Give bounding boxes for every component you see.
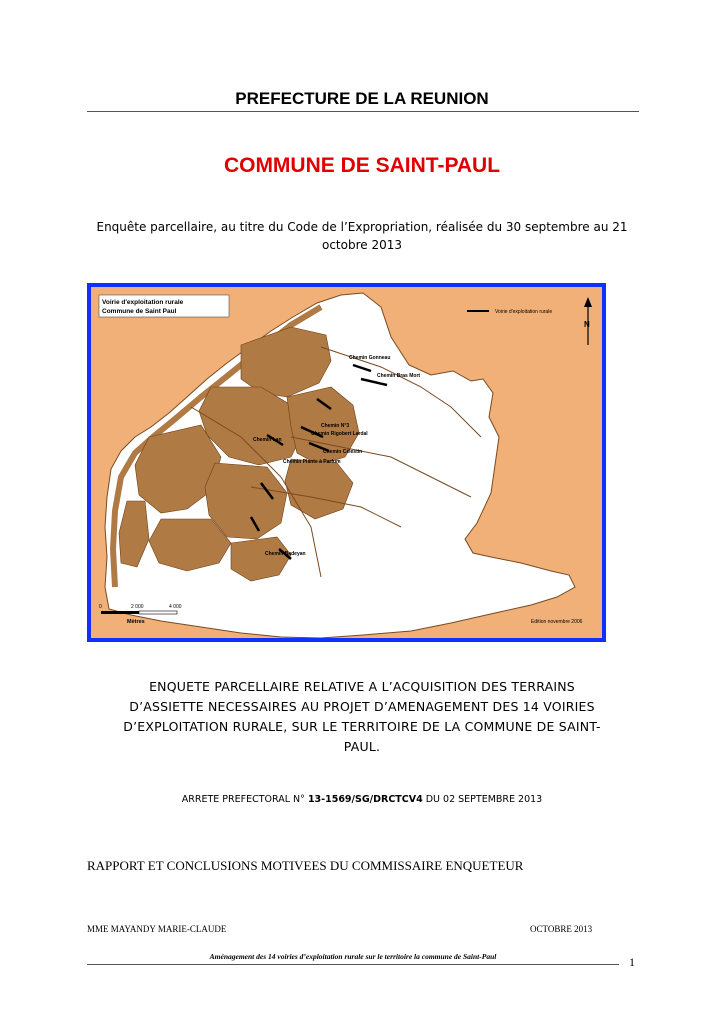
main-title-line-1: ENQUETE PARCELLAIRE RELATIVE A L’ACQUISITION DES TERRAINS xyxy=(149,679,575,694)
scale-tick-2: 4 000 xyxy=(169,604,182,610)
main-title-line-2: D’ASSIETTE NECESSAIRES AU PROJET D’AMENAGEMENT DES 14 VOIRIES xyxy=(129,699,595,714)
enquete-main-title xyxy=(108,677,616,757)
map-title-line-1: Voirie d'exploitation rurale xyxy=(102,299,184,306)
scale-tick-1: 2 000 xyxy=(131,604,144,610)
north-label: N xyxy=(584,320,590,329)
arrete-line xyxy=(0,794,724,805)
road-label-celestin: Chemin Célestin xyxy=(323,449,363,455)
road-label-lan: Chemin Lan xyxy=(253,437,282,443)
arrete-prefix: ARRETE PREFECTORAL N° xyxy=(181,794,308,805)
main-title-line-4: PAUL. xyxy=(343,739,381,754)
enquete-subtitle xyxy=(90,218,634,254)
footer-rule xyxy=(87,964,619,965)
map-figure xyxy=(87,283,606,642)
main-title-line-3: D’EXPLOITATION RURALE, SUR LE TERRITOIRE DE LA COMMUNE DE SAINT- xyxy=(123,719,601,734)
prefecture-heading: PREFECTURE DE LA REUNION xyxy=(235,89,489,108)
road-label-gonneau: Chemin Gonneau xyxy=(349,355,391,361)
road-label-rigobert: Chemin Rigobert Lardal xyxy=(311,431,368,437)
map-title-line-2: Commune de Saint Paul xyxy=(102,308,177,315)
rapport-heading: RAPPORT ET CONCLUSIONS MOTIVEES DU COMMISSAIRE ENQUETEUR xyxy=(87,858,524,873)
map-svg xyxy=(91,287,602,638)
enquete-line-1: Enquête parcellaire, au titre du Code de l’Expropriation, réalisée du 30 septembre au 21 xyxy=(96,220,628,234)
arrete-number: 13-1569/SG/DRCTCV4 xyxy=(307,794,423,805)
road-label-bras-mort: Chemin Bras Mort xyxy=(377,373,421,379)
legend-label: Voirie d'exploitation rurale xyxy=(495,309,553,315)
header-rule xyxy=(87,111,639,112)
road-label-plante-parfum: Chemin Plante à Parfum xyxy=(283,459,341,465)
enquete-line-2: octobre 2013 xyxy=(321,238,402,252)
report-date: OCTOBRE 2013 xyxy=(530,924,593,934)
page-footer: Aménagement des 14 voiries d’exploitation rurale sur le territoire la commune de Saint-Paul xyxy=(209,952,497,961)
scale-tick-0: 0 xyxy=(99,604,102,610)
map-edition: Edition novembre 2006 xyxy=(531,619,583,625)
scale-unit: Mètres xyxy=(127,619,145,625)
road-label-n3: Chemin N°3 xyxy=(321,423,350,429)
author-name: MME MAYANDY MARIE-CLAUDE xyxy=(87,924,227,934)
road-label-badeyan: Chemin Badeyan xyxy=(265,551,306,557)
commune-title: COMMUNE DE SAINT-PAUL xyxy=(223,154,501,177)
arrete-suffix: DU 02 SEPTEMBRE 2013 xyxy=(422,794,543,805)
page-number: 1 xyxy=(629,955,635,969)
